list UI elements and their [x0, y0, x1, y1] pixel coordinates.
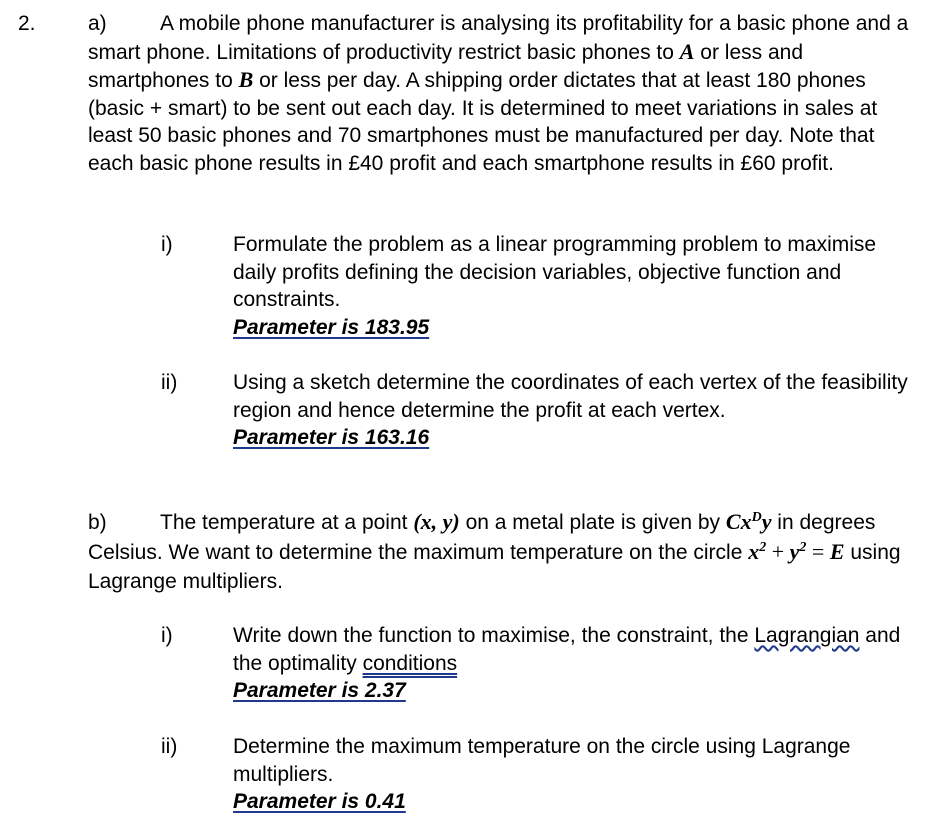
part-b-text [88, 507, 923, 596]
question-number: 2. [18, 12, 36, 35]
circle-e: E [829, 539, 845, 564]
part-a-text-1: A mobile phone manufacturer is analysing its profitability for a basic phone and a smart phone. Limitations of productivity restrict basic phones to [88, 12, 909, 64]
part-b-ii-label: ii) [161, 735, 178, 758]
part-b-i-item [233, 622, 923, 705]
part-b-ii-text: Determine the maximum temperature on the circle using Lagrange multipliers. [233, 735, 851, 786]
formula-tail: y [761, 509, 772, 534]
circle-y: y [789, 539, 800, 564]
circle-eq: = [806, 539, 830, 564]
part-b-i-parameter: Parameter is 2.37 [233, 679, 406, 703]
part-b-i-text-1: Write down the function to maximise, the constraint, the [233, 624, 755, 647]
part-a-ii-item [233, 369, 923, 452]
formula-exp: D [751, 510, 762, 525]
circle-plus: + [766, 539, 790, 564]
circle-sq-2: 2 [799, 540, 807, 555]
part-b-label: b) [88, 511, 107, 534]
part-b-text-1: The temperature at a point [160, 511, 414, 534]
part-a-ii-text: Using a sketch determine the coordinates of each vertex of the feasibility region and hence determine the profit at each vertex. [233, 371, 908, 422]
word-lagrangian: Lagrangian [754, 624, 860, 647]
part-a-label: a) [88, 12, 107, 35]
part-b-ii-item [233, 733, 923, 816]
part-a-i-text: Formulate the problem as a linear programming problem to maximise daily profits defining the decision variables, objective function and constraints. [233, 233, 877, 312]
var-a: A [679, 38, 695, 64]
part-a-ii-label: ii) [161, 371, 178, 394]
part-a-ii-parameter: Parameter is 163.16 [233, 426, 430, 450]
part-a-text-3: or less per day. A shipping order dictates that at least 180 phones (basic + smart) to be sent out each day. It is determined to meet variations in sales at least 50 basic phones and 70 smartphones must be manufactured per day. Note that each basic phone results in £40 profit and each smartphone results in £60 profit. [88, 69, 878, 175]
part-a-i-item [233, 231, 923, 341]
part-b-i-text-2: and the optimality [233, 624, 901, 675]
var-b: B [238, 67, 254, 93]
part-b-ii-parameter: Parameter is 0.41 [233, 790, 406, 814]
circle-x: x [748, 539, 760, 564]
word-conditions: conditions [362, 651, 458, 675]
part-a-i-parameter: Parameter is 183.95 [233, 315, 430, 339]
point-xy: (x, y) [413, 509, 460, 534]
part-b-i-label: i) [161, 624, 173, 647]
circle-sq-1: 2 [759, 540, 767, 555]
formula-base: Cx [725, 509, 752, 534]
part-b-text-4: using Lagrange multipliers. [88, 541, 901, 593]
part-b-text-3: in degrees Celsius. We want to determine the maximum temperature on the circle [88, 511, 876, 564]
part-b-text-2: on a metal plate is given by [459, 511, 726, 534]
part-a-text [88, 10, 923, 178]
part-a-text-2: or less and smartphones to [88, 40, 804, 93]
part-a-i-label: i) [161, 233, 173, 256]
part-b-i-text [233, 622, 923, 677]
